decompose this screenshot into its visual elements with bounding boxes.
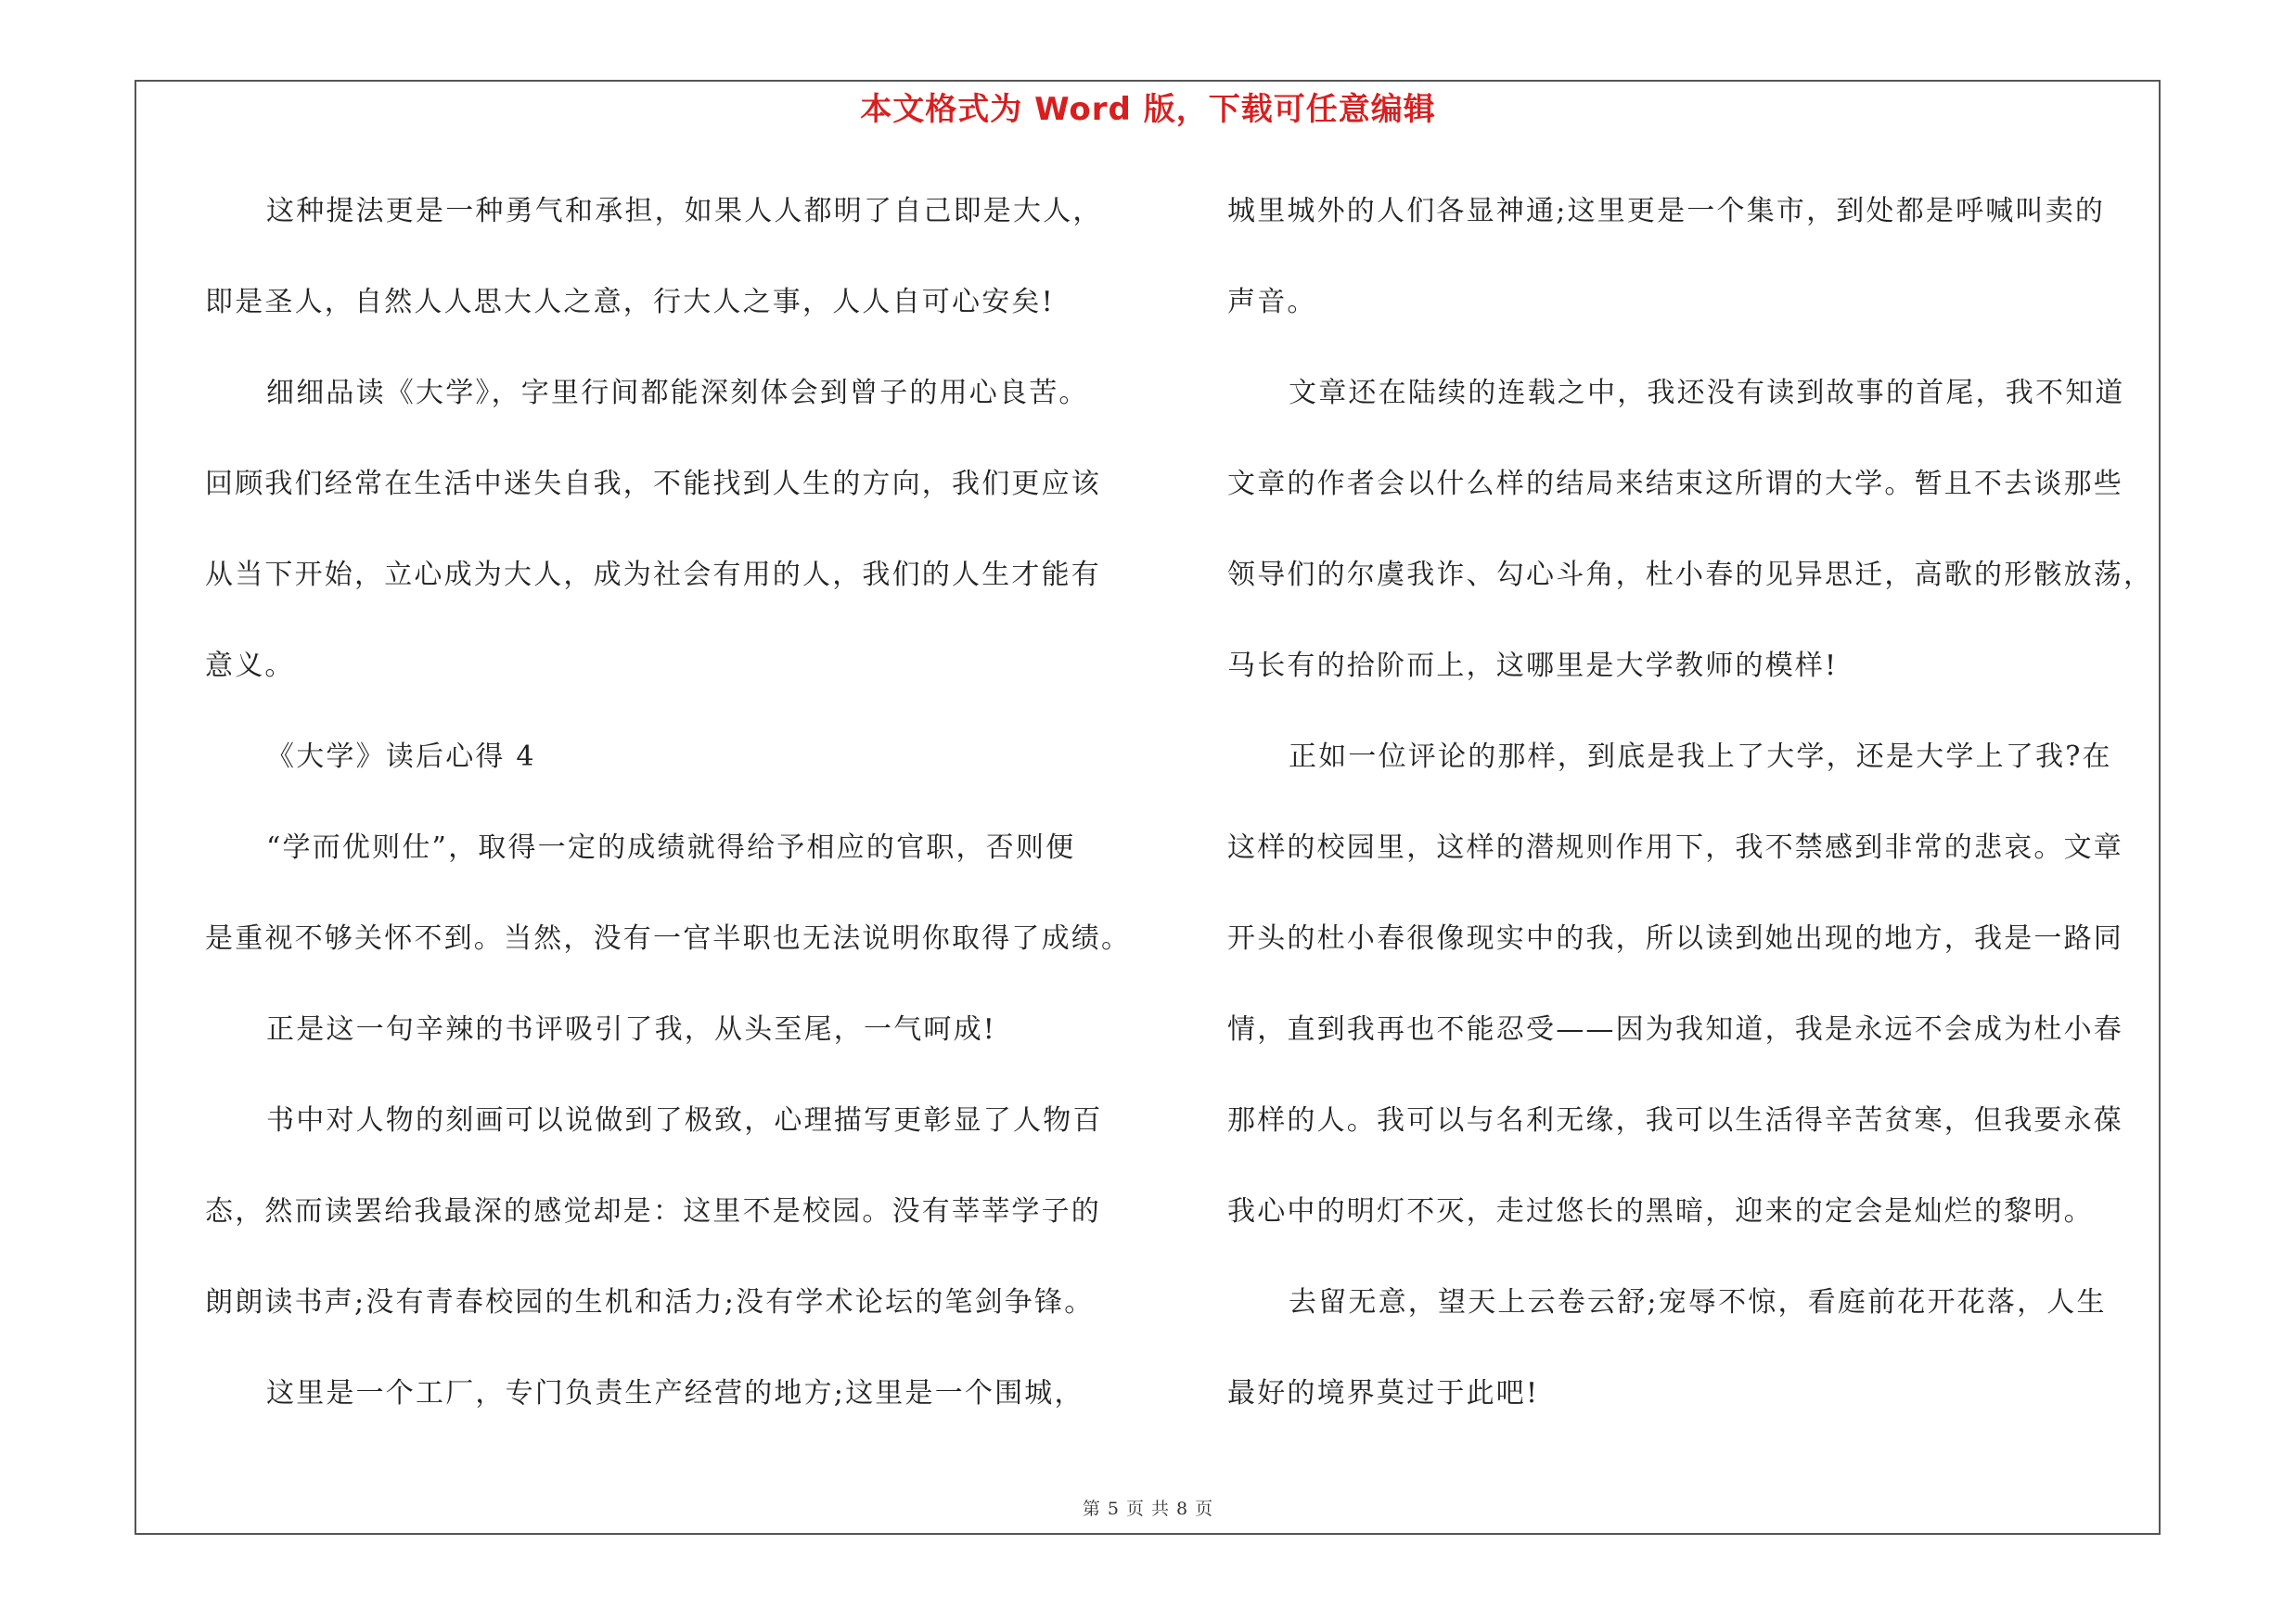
text-line: 回顾我们经常在生活中迷失自我，不能找到人生的方向，我们更应该: [205, 468, 1101, 500]
text-line: 文章还在陆续的连载之中，我还没有读到故事的首尾，我不知道: [1289, 377, 2125, 409]
text-line: 态，然而读罢给我最深的感觉却是：这里不是校园。没有莘莘学子的: [205, 1195, 1101, 1228]
text-line: 朗朗读书声;没有青春校园的生机和活力;没有学术论坛的笔剑争锋。: [205, 1286, 1095, 1319]
text-line: 细细品读《大学》，字里行间都能深刻体会到曾子的用心良苦。: [266, 377, 1089, 409]
right-text-column: [1227, 184, 2154, 1457]
text-line: “学而优则仕”，取得一定的成绩就得给予相应的官职，否则便: [266, 831, 1076, 864]
text-line: 这样的校园里，这样的潜规则作用下，我不禁感到非常的悲哀。文章: [1227, 831, 2123, 864]
text-line: 开头的杜小春很像现实中的我，所以读到她出现的地方，我是一路同: [1227, 922, 2123, 955]
text-line: 去留无意，望天上云卷云舒;宠辱不惊，看庭前花开花落，人生: [1289, 1286, 2107, 1319]
text-line: 正如一位评论的那样，到底是我上了大学，还是大学上了我?在: [1289, 741, 2112, 773]
text-line: 是重视不够关怀不到。当然，没有一官半职也无法说明你取得了成绩。: [205, 922, 1132, 955]
word-format-banner: 本文格式为 Word 版，下载可任意编辑: [860, 91, 1436, 128]
text-line: 情，直到我再也不能忍受——因为我知道，我是永远不会成为杜小春: [1227, 1013, 2123, 1046]
text-line: 最好的境界莫过于此吧!: [1227, 1377, 1540, 1410]
text-line: 我心中的明灯不灭，走过悠长的黑暗，迎来的定会是灿烂的黎明。: [1227, 1195, 2094, 1228]
text-line: 正是这一句辛辣的书评吸引了我，从头至尾，一气呵成!: [266, 1013, 997, 1046]
text-line: 领导们的尔虞我诈、勾心斗角，杜小春的见异思迁，高歌的形骸放荡，: [1227, 559, 2154, 591]
text-line: 书中对人物的刻画可以说做到了极致，心理描写更彰显了人物百: [266, 1104, 1103, 1137]
left-text-column: [205, 184, 1132, 1457]
text-line: 从当下开始，立心成为大人，成为社会有用的人，我们的人生才能有: [205, 559, 1101, 591]
text-line: 即是圣人，自然人人思大人之意，行大人之事，人人自可心安矣!: [205, 286, 1055, 318]
text-line: 声音。: [1227, 286, 1317, 318]
text-line: 意义。: [205, 650, 295, 682]
text-line: 这种提法更是一种勇气和承担，如果人人都明了自己即是大人，: [266, 195, 1103, 227]
text-line: 《大学》读后心得 4: [266, 741, 536, 773]
page-number-footer: 第 5 页 共 8 页: [1082, 1499, 1214, 1519]
text-line: 马长有的拾阶而上，这哪里是大学教师的模样!: [1227, 650, 1839, 682]
text-line: 文章的作者会以什么样的结局来结束这所谓的大学。暂且不去谈那些: [1227, 468, 2123, 500]
text-line: 那样的人。我可以与名利无缘，我可以生活得辛苦贫寒，但我要永葆: [1227, 1104, 2123, 1137]
text-line: 这里是一个工厂，专门负责生产经营的地方;这里是一个围城，: [266, 1377, 1084, 1410]
text-line: 城里城外的人们各显神通;这里更是一个集市，到处都是呼喊叫卖的: [1227, 195, 2106, 227]
